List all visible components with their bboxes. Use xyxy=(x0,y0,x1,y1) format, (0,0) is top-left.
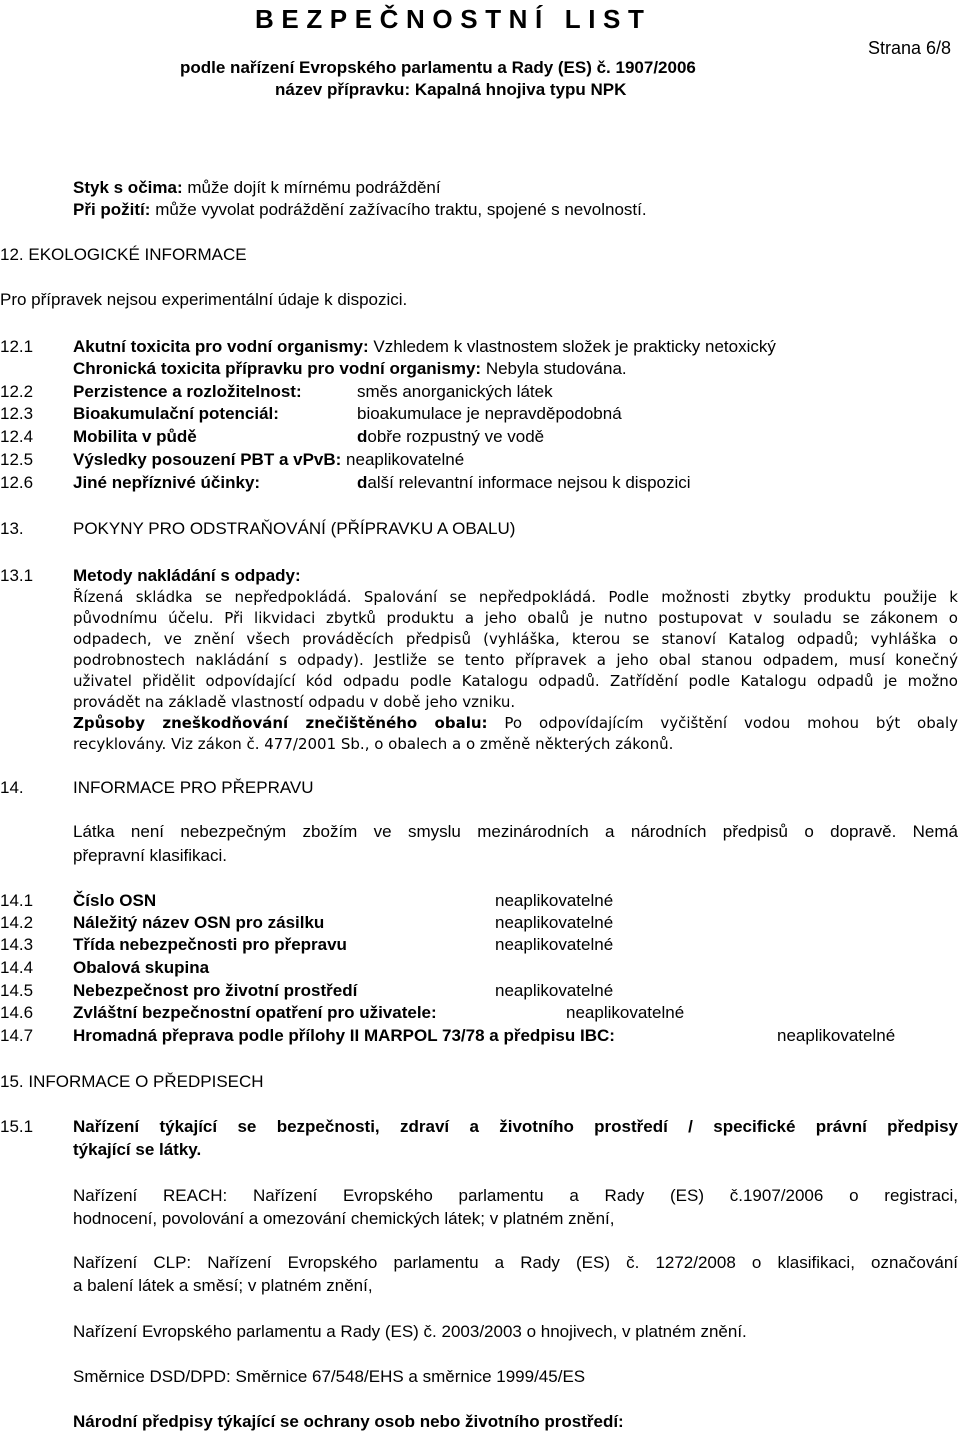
item-12-2-value: směs anorganických látek xyxy=(357,382,553,401)
item-12-3-number: 12.3 xyxy=(0,404,34,423)
waste-text-line-2: původnímu účelu. Při likvidaci zbytků produktu a jeho obalů je nutno postupovat v souladu se zákonem o xyxy=(73,609,958,627)
item-12-3-value: bioakumulace je nepravděpodobná xyxy=(357,404,622,423)
clp-line-2: a balení látek a směsí; v platném znění, xyxy=(73,1276,373,1295)
waste-text-line-1: Řízená skládka se nepředpokládá. Spalování se nepředpokládá. Podle možnosti zbytky produktu použije k xyxy=(73,588,958,606)
packaging-label: Způsoby zneškodňování znečištěného obalu: xyxy=(73,714,488,732)
item-12-6-label: Jiné nepříznivé účinky: xyxy=(73,473,261,492)
national-regulations: Národní předpisy týkající se ochrany osob nebo životního prostředí: xyxy=(73,1412,624,1431)
clp-line-1: Nařízení CLP: Nařízení Evropského parlamentu a Rady (ES) č. 1272/2008 o klasifikaci, označování xyxy=(73,1253,958,1272)
section-13-number: 13. xyxy=(0,519,24,538)
item-12-5 xyxy=(73,449,464,471)
eyes-label: Styk s očima: xyxy=(73,178,183,197)
section-15-heading: 15. INFORMACE O PŘEDPISECH xyxy=(0,1072,264,1091)
transport-intro-line-1: Látka není nebezpečným zbožím ve smyslu mezinárodních a národních předpisů o dopravě. Nemá xyxy=(73,822,958,841)
item-12-4-value xyxy=(357,426,544,448)
item-14-5-label: Nebezpečnost pro životní prostředí xyxy=(73,981,358,1000)
item-12-6-rest: alší relevantní informace nejsou k dispozici xyxy=(367,473,691,492)
item-14-1-label: Číslo OSN xyxy=(73,891,157,910)
item-14-2-value: neaplikovatelné xyxy=(495,913,614,932)
ingest-text: může vyvolat podráždění zažívacího traktu, spojené s nevolností. xyxy=(155,200,647,219)
packaging-line-2: recyklovány. Viz zákon č. 477/2001 Sb., o obalech a o změně některých zákonů. xyxy=(73,735,674,753)
regulation-subtitle: podle nařízení Evropského parlamentu a Rady (ES) č. 1907/2006 xyxy=(180,58,696,77)
item-12-1-chronic xyxy=(73,358,627,380)
item-14-3-number: 14.3 xyxy=(0,935,34,954)
item-14-7-label: Hromadná přeprava podle přílohy II MARPOL 73/78 a předpisu IBC: xyxy=(73,1026,615,1045)
item-15-1-number: 15.1 xyxy=(0,1117,34,1136)
item-12-5-number: 12.5 xyxy=(0,450,34,469)
item-12-5-label: Výsledky posouzení PBT a vPvB: xyxy=(73,450,342,469)
eyes-line xyxy=(73,177,441,199)
section-14-heading: INFORMACE PRO PŘEPRAVU xyxy=(73,778,314,797)
product-name: název přípravku: Kapalná hnojiva typu NPK xyxy=(275,80,627,99)
eyes-text: může dojít k mírnému podráždění xyxy=(187,178,441,197)
reach-line-2: hodnocení, povolování a omezování chemických látek; v platném znění, xyxy=(73,1209,615,1228)
item-14-1-number: 14.1 xyxy=(0,891,34,910)
item-14-2-label: Náležitý název OSN pro zásilku xyxy=(73,913,325,932)
waste-text-line-6: provádět na základě vlastností odpadu v době jeho vzniku. xyxy=(73,693,516,711)
item-12-1-number: 12.1 xyxy=(0,337,34,356)
document-title: BEZPEČNOSTNÍ LIST xyxy=(255,4,652,34)
item-13-1-number: 13.1 xyxy=(0,566,34,585)
item-14-7-value: neaplikovatelné xyxy=(777,1026,896,1045)
section-13-heading: POKYNY PRO ODSTRAŇOVÁNÍ (PŘÍPRAVKU A OBALU) xyxy=(73,519,516,538)
item-12-4-number: 12.4 xyxy=(0,427,34,446)
dsd-directive: Směrnice DSD/DPD: Směrnice 67/548/EHS a směrnice 1999/45/ES xyxy=(73,1367,586,1386)
page-number: Strana 6/8 xyxy=(868,38,952,58)
section-14-number: 14. xyxy=(0,778,24,797)
ingest-line xyxy=(73,199,647,221)
fertilizer-regulation: Nařízení Evropského parlamentu a Rady (ES) č. 2003/2003 o hnojivech, v platném znění. xyxy=(73,1322,747,1341)
waste-text-line-5: uživatel přidělit odpovídající kód odpadu podle Katalogu odpadů. Zatřídění podle Katalogu odpadů je možno xyxy=(73,672,958,690)
section-12-intro: Pro přípravek nejsou experimentální údaje k dispozici. xyxy=(0,290,408,309)
item-14-6-label: Zvláštní bezpečnostní opatření pro uživatele: xyxy=(73,1003,437,1022)
item-12-4-initial: d xyxy=(357,427,368,446)
item-14-2-number: 14.2 xyxy=(0,913,34,932)
item-14-7-number: 14.7 xyxy=(0,1026,34,1045)
item-14-4-number: 14.4 xyxy=(0,958,34,977)
item-12-6-number: 12.6 xyxy=(0,473,34,492)
waste-text-line-4: podrobnostech nakládání s odpady). Jestliže se tento přípravek a jeho obal stanou odpadem, musí konečný xyxy=(73,651,958,669)
item-12-1-value: Vzhledem k vlastnostem složek je prakticky netoxický xyxy=(373,337,776,356)
item-12-1-label: Akutní toxicita pro vodní organismy: xyxy=(73,337,369,356)
item-14-4-label: Obalová skupina xyxy=(73,958,210,977)
chronic-value: Nebyla studována. xyxy=(485,359,627,378)
section-12-heading: 12. EKOLOGICKÉ INFORMACE xyxy=(0,245,247,264)
item-15-1-heading-line-1: Nařízení týkající se bezpečnosti, zdraví a životního prostředí / specifické právní předpisy xyxy=(73,1117,958,1136)
item-14-6-value: neaplikovatelné xyxy=(566,1003,685,1022)
item-12-5-value: neaplikovatelné xyxy=(346,450,465,469)
item-12-4-label: Mobilita v půdě xyxy=(73,427,197,446)
packaging-line xyxy=(73,712,958,734)
item-12-1 xyxy=(73,336,776,358)
item-15-1-heading-line-2: týkající se látky. xyxy=(73,1140,202,1159)
item-14-5-number: 14.5 xyxy=(0,981,34,1000)
chronic-label: Chronická toxicita přípravku pro vodní organismy: xyxy=(73,359,482,378)
item-14-3-label: Třída nebezpečnosti pro přepravu xyxy=(73,935,347,954)
transport-intro-line-2: přepravní klasifikaci. xyxy=(73,846,228,865)
waste-text-line-3: odpadech, ve znění všech prováděcích předpisů (vyhláška, kterou se stanoví Katalog odpadů; vyhláška o xyxy=(73,630,958,648)
reach-line-1: Nařízení REACH: Nařízení Evropského parlamentu a Rady (ES) č.1907/2006 o registraci, xyxy=(73,1186,958,1205)
item-12-2-label: Perzistence a rozložitelnost: xyxy=(73,382,302,401)
item-14-6-number: 14.6 xyxy=(0,1003,34,1022)
item-12-6-initial: d xyxy=(357,473,368,492)
packaging-text: Po odpovídajícím vyčištění vodou mohou být obaly xyxy=(504,714,958,732)
item-13-1-label: Metody nakládání s odpady: xyxy=(73,566,301,585)
item-12-4-rest: obře rozpustný ve vodě xyxy=(367,427,545,446)
item-12-3-label: Bioakumulační potenciál: xyxy=(73,404,279,423)
item-14-3-value: neaplikovatelné xyxy=(495,935,614,954)
item-14-1-value: neaplikovatelné xyxy=(495,891,614,910)
item-14-5-value: neaplikovatelné xyxy=(495,981,614,1000)
item-12-6-value xyxy=(357,472,691,494)
ingest-label: Při požití: xyxy=(73,200,151,219)
item-12-2-number: 12.2 xyxy=(0,382,34,401)
